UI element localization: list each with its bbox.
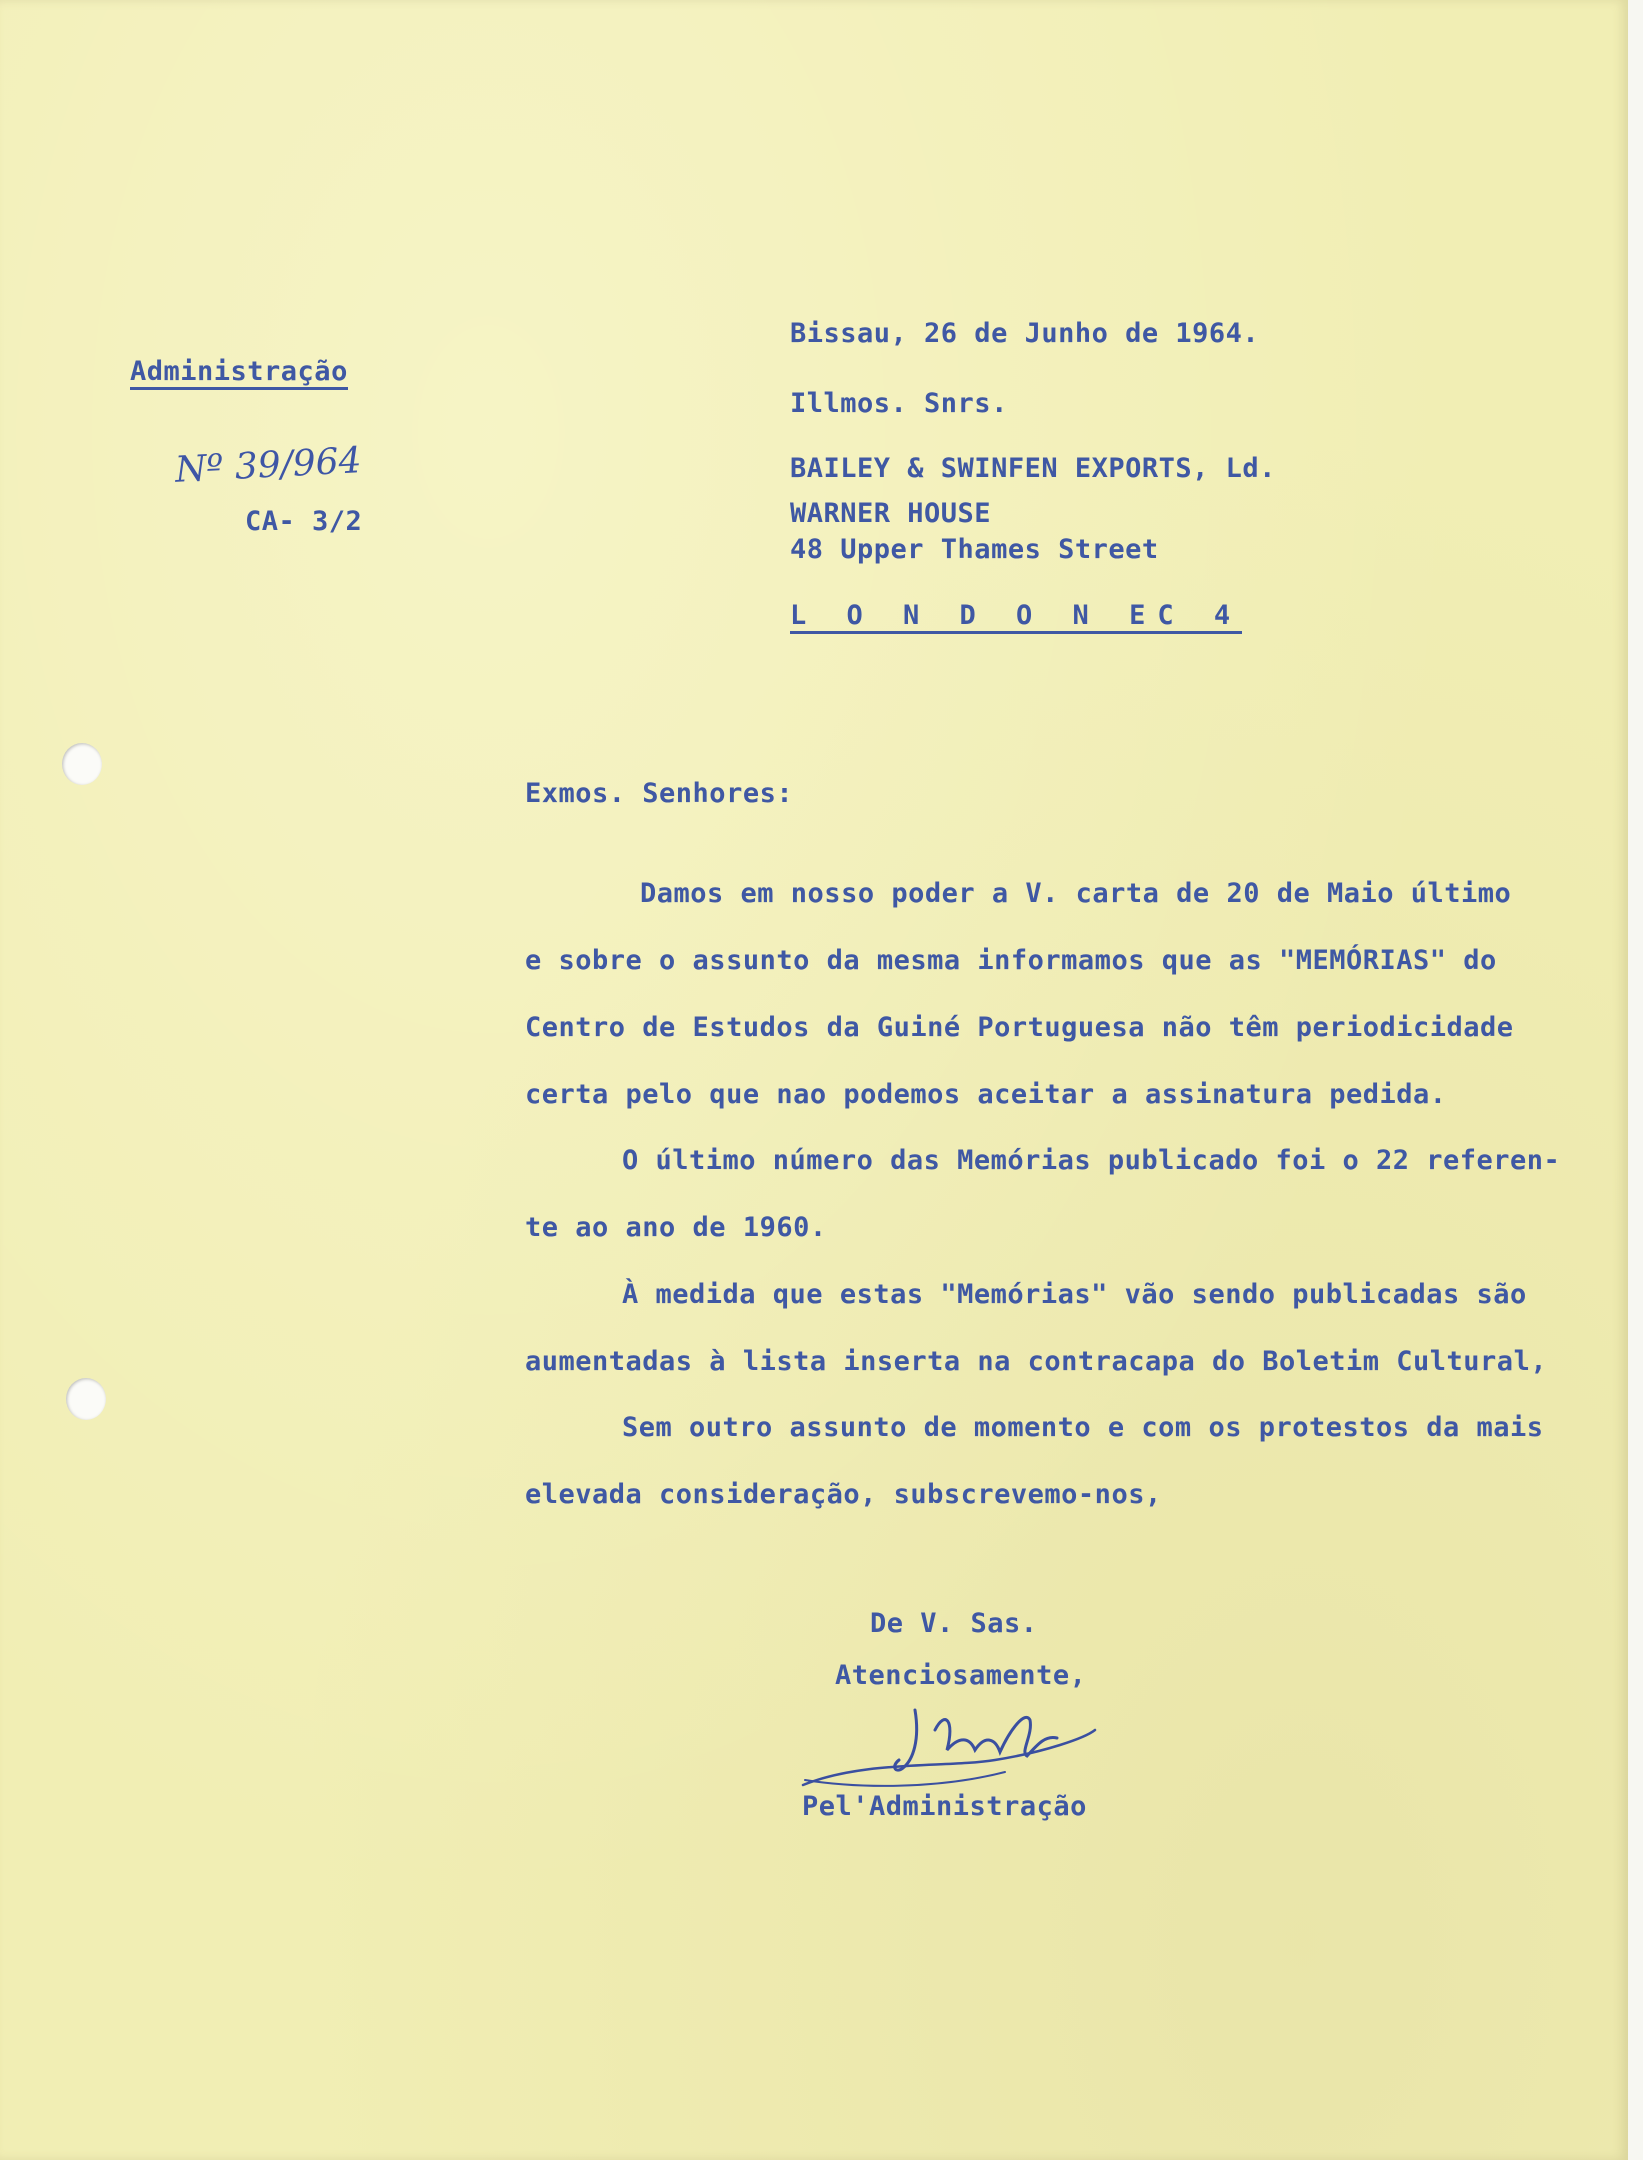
signatory: Pel'Administração xyxy=(802,1791,1087,1822)
body-line: elevada consideração, subscrevemo-nos, xyxy=(525,1479,1162,1510)
recipient-salutation: Illmos. Snrs. xyxy=(790,388,1008,419)
body-line: O último número das Memórias publicado foi o 22 referen- xyxy=(622,1145,1561,1176)
body-line: e sobre o assunto da mesma informamos que as "MEMÓRIAS" do xyxy=(525,945,1497,976)
reference-number: Nº 39/964 xyxy=(174,440,363,491)
punch-hole-bottom xyxy=(66,1378,106,1420)
department-heading: Administração xyxy=(130,358,348,390)
handwritten-signature xyxy=(795,1690,1105,1800)
recipient-company: BAILEY & SWINFEN EXPORTS, Ld. xyxy=(790,453,1276,484)
closing-line-2: Atenciosamente, xyxy=(835,1660,1087,1691)
body-line: Sem outro assunto de momento e com os protestos da mais xyxy=(622,1412,1544,1443)
page-edge xyxy=(1628,0,1643,2160)
file-code: CA- 3/2 xyxy=(245,506,363,537)
letter-greeting: Exmos. Senhores: xyxy=(525,778,794,809)
body-line: te ao ano de 1960. xyxy=(525,1212,827,1243)
body-line: aumentadas à lista inserta na contracapa do Boletim Cultural, xyxy=(525,1346,1548,1377)
body-line: certa pelo que nao podemos aceitar a assinatura pedida. xyxy=(525,1079,1447,1110)
closing-line-1: De V. Sas. xyxy=(870,1608,1038,1639)
recipient-building: WARNER HOUSE xyxy=(790,498,992,529)
body-line: Damos em nosso poder a V. carta de 20 de Maio último xyxy=(640,878,1512,909)
punch-hole-top xyxy=(62,743,102,785)
recipient-street: 48 Upper Thames Street xyxy=(790,534,1159,565)
body-line: Centro de Estudos da Guiné Portuguesa não têm periodicidade xyxy=(525,1012,1514,1043)
recipient-city: L O N D O N EC 4 xyxy=(790,602,1242,634)
body-line: À medida que estas "Memórias" vão sendo publicadas são xyxy=(622,1279,1527,1310)
place-date: Bissau, 26 de Junho de 1964. xyxy=(790,318,1260,349)
